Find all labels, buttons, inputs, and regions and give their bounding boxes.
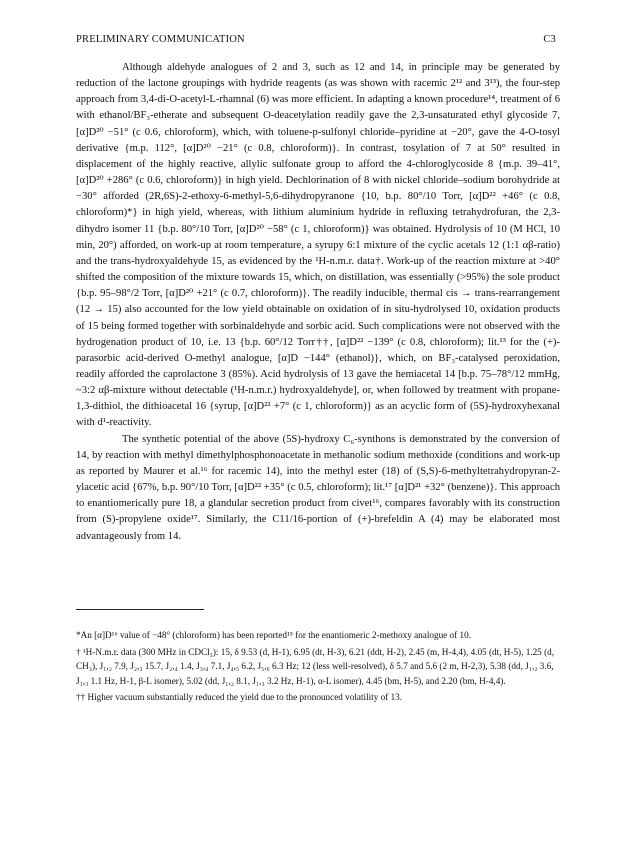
paragraph-2: The synthetic potential of the above (5S)-hydroxy C₆-synthons is demonstrated by the conversion of 14, by reaction with methyl dimethylphosphonoacetate in methanolic sodium methoxide (conditions and work-up as reported by Maurer et al.¹⁶ for racemic 14), into the methyl ester (18) of (S,S)-6-methyltetrahydropyran-2-ylacetic acid {67%, b.p. 90°/10 Torr, [α]D²² +35° (c 0.5, chloroform); lit.¹⁷ [α]D²¹ +32° (benzene)}. This approach to enantiomerically pure 18, a glandular secretion product from civet¹⁶, compares favorably with its construction from (S)-propylene oxide¹⁷. Similarly, the C11/16-portion of (+)-brefeldin A (4) may be elaborated most advantageously from 14.: [76, 433, 560, 542]
footnote-double-dagger: †† Higher vacuum substantially reduced the yield due to the pronounced volatility of 13.: [76, 692, 403, 703]
running-title: PRELIMINARY COMMUNICATION: [76, 34, 245, 45]
footnote-dagger: † ¹H-N.m.r. data (300 MHz in CDCl₃): 15, δ 9.53 (d, H-1), 6.95 (dt, H-3), 6.21 (ddt, H-2), 2.45 (m, H-4,4), 4.05 (dt, H-5), 1.25 (d, CH₃), J₁,₂ 7.9, J₂,₃ 15.7, J₂,₄ 1.4, J₃,₄ 7.1, J₄,₅ 6.2, J₅,₆ 6.3 Hz; 12 (less well-resolved), δ 5.7 and 5.6 (2 m, H-2,3), 5.38 (dd, J₁,₂ 3.6, J₁,₃ 1.1 Hz, H-1, β-L isomer), 5.02 (dd, J₁,₂ 8.1, J₁,₃ 3.2 Hz, H-1), α-L isomer), 4.45 (bm, H-5), and 2.20 (bm, H-4,4).: [76, 646, 555, 686]
running-header: [76, 34, 556, 50]
paragraph-1: Although aldehyde analogues of 2 and 3, such as 12 and 14, in principle may be generated by reduction of the lactone groupings with hydride reagents (as was shown with racemic 2¹² and 3¹³), the four-step approach from 3,4-di-O-acetyl-L-rhamnal (6) was more efficient. In adapting a known procedure¹⁴, treatment of 6 with ethanol/BF₃-etherate and subsequent O-deacetylation readily gave the 2,3-unsaturated ethyl glycoside 7, [α]D²⁰ −51° (c 0.6, chloroform), which, with toluene-p-sulfonyl chloride–pyridine at −20°, gave the 4-O-tosyl derivative {m.p. 112°, [α]D²⁰ −21° (c 0.8, chloroform)}. In contrast, tosylation of 7 at 50° resulted in displacement of the highly reactive, allylic sulfonate group to afford the 4-chloroglycoside 8 {m.p. 39–41°, [α]D²⁰ +286° (c 0.6, chloroform)} in high yield. Dechlorination of 8 with nickel chloride–sodium borohydride at −30° afforded (2R,6S)-2-ethoxy-6-methyl-5,6-dihydropyranone {10, b.p. 80°/10 Torr, [α]D²² +46° (c 0.8, chloroform)*} in high yield, whereas, with lithium aluminium hydride in refluxing tetrahydrofuran, the 2,3-dihydro isomer 11 {b.p. 80°/10 Torr, [α]D²⁰ −58° (c 1, chloroform)} was obtained. Hydrolysis of 10 (M HCl, 10 min, 20°) afforded, on work-up at room temperature, a syrupy 6:1 mixture of the cyclic acetals 12 (1:1 αβ-ratio) and the trans-hydroxyaldehyde 15, as evidenced by the ¹H-n.m.r. data†. Work-up of the reaction mixture at >40° shifted the composition of the mixture towards 15, which, on distillation, was essentially (>95%) the sole product {b.p. 95–98°/2 Torr, [α]D²⁰ +21° (c 0.7, chloroform)}. The readily inducible, thermal cis → trans-rearrangement (12 → 15) also accounted for the low yield obtainable on oxidation of in situ-hydrolysed 10, oxidation products of 15 being formed together with sorbinaldehyde and sorbic acid. Such complications were not observed with the hydrogenation product of 10, i.e. 13 {b.p. 60°/12 Torr††, [α]D²² −139° (c 0.8, chloroform); lit.¹³ for the (+)-parasorbic acid-derived O-methyl analogue, [α]D −144° (ethanol)}, which, on BF₃-catalysed peroxidation, readily afforded the caprolactone 3 (85%). Acid hydrolysis of 13 gave the hemiacetal 14 [b.p. 75–78°/12 mmHg, ~3:2 αβ-mixture without detectable (¹H-n.m.r.) hydroxyaldehyde], or, when followed by treatment with propane-1,3-dithiol, the dithioacetal 16 {syrup, [α]D²² +7° (c 1, chloroform)} as an acyclic form of (5S)-hydroxyhexanal with d¹-reactivity.: [76, 62, 560, 429]
footnotes: [76, 628, 560, 707]
footnote-divider: [76, 609, 204, 610]
main-text: [76, 60, 560, 545]
footnote-asterisk: *An [α]D¹⁶ value of −48° (chloroform) has been reported¹⁵ for the enantiomeric 2-methoxy analogue of 10.: [76, 630, 471, 640]
page-number: C3: [543, 34, 556, 45]
